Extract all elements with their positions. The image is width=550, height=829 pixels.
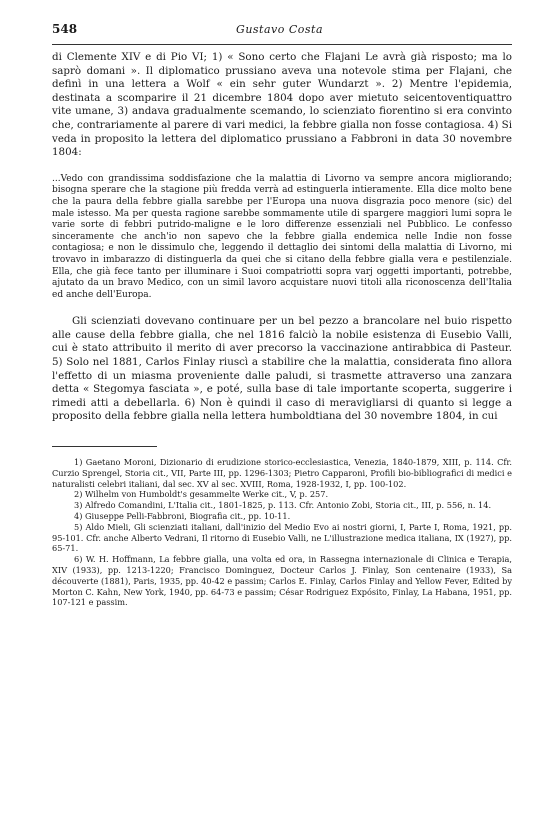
page-number: 548 — [52, 22, 78, 36]
footnote-3: 3) Alfredo Comandini, L'Italia cit., 1801-1825, p. 113. Cfr. Antonio Zobi, Storia cit., III, p. 556, n. 14. — [74, 500, 492, 511]
block-quote: ...Vedo con grandissima soddisfazione che la malattia di Livorno va sempre ancora migliorando; bisogna sperare che la stagione più fredda verrà ad estinguerla intieramente. Ella dice molto bene che la paura della febbre gialla sarebbe per l'Europa una nuova disgrazia poco menore (sic) del male istesso. Ma per questa ragione sarebbe sommamente utile di spargere maggiori lumi sopra le varie sorte di febbri putrido-maligne e le loro differenze essenziali nel Pubblico. Le confesso sinceramente che anch'io non sapevo che la febbre gialla endemica nelle Indie non fosse contagiosa; e non le dissimulo che, leggendo il dettaglio dei sintomi della malattia di Livorno, mi trovavo in imbarazzo di distinguerla da quei che si citano della febbre gialla vera e pestilenziale. Ella, che già fece tanto per illuminare i Suoi compatriotti sopra varj oggetti importanti, potrebbe, ajutato da un bravo Medico, con un simil lavoro acquistare nuovi titoli alla riconoscenza dell'Italia ed anche dell'Europa. — [52, 173, 512, 300]
body-paragraph-1: di Clemente XIV e di Pio VI; 1) « Sono certo che Flajani Le avrà già risposto; ma lo saprò domani ». Il diplomatico prussiano aveva una notevole stima per Flajani, che definì in una lettera a Wolf « ein sehr guter Wundarzt ». 2) Mentre l'epidemia, destinata a scomparire il 21 dicembre 1804 dopo aver mietuto seicentoventiquattro vite umane, 3) andava gradualmente scemando, lo scienziato fiorentino si era convinto che, contrariamente al parere di vari medici, la febbre gialla non fosse contagiosa. 4) Si veda in proposito la lettera del diplomatico prussiano a Fabbroni in data 30 novembre 1804: — [52, 51, 512, 159]
footnote-1: 1) Gaetano Moroni, Dizionario di erudizione storico-ecclesiastica, Venezia, 1840-1879, XIII, p. 114. Cfr. Curzio Sprengel, Storia cit., VII, Parte III, pp. 1296-1303; Pietro Capparoni, Profili bio-bibliografici di medici e naturalisti celebri italiani, dal sec. XV al sec. XVIII, Roma, 1928-1932, I, pp. 100-102. — [52, 457, 512, 489]
body-paragraph-2: Gli scienziati dovevano continuare per un bel pezzo a brancolare nel buio rispetto alle cause della febbre gialla, che nel 1816 falciò la nobile esistenza di Eusebio Valli, cui è stato attribuito il merito di aver precorso la vaccinazione antirabbica di Pasteur. 5) Solo nel 1881, Carlos Finlay riuscì a stabilire che la malattia, considerata fino allora l'effetto di un miasma proveniente dalle paludi, si trasmette attraverso una zanzara detta « Stegomya fasciata », e poté, sulla base di tale importante scoperta, suggerire i rimedi atti a debellarla. 6) Non è quindi il caso di meravigliarsi di quanto si legge a proposito della febbre gialla nella lettera humboldtiana del 30 novembre 1804, in cui — [52, 315, 512, 423]
header-rule — [52, 44, 512, 45]
footnote-5: 5) Aldo Mieli, Gli scienziati italiani, dall'inizio del Medio Evo ai nostri giorni, I, Parte I, Roma, 1921, pp. 95-101. Cfr. anche Alberto Vedrani, Il ritorno di Eusebio Valli, ne L'illustrazione medica italiana, IX (1927), pp. 65-71. — [52, 521, 512, 554]
page-header — [52, 22, 512, 42]
footnote-4: 4) Giuseppe Pelli-Fabbroni, Biografia cit., pp. 10-11. — [74, 511, 291, 522]
footnote-6: 6) W. H. Hoffmann, La febbre gialla, una volta ed ora, in Rassegna internazionale di Clinica e Terapia, XIV (1933), pp. 1213-1220; Francisco Dominguez, Docteur Carlos J. Finlay, Son centenaire (1933), Sa découverte (1881), Paris, 1935, pp. 40-42 e passim; Carlos E. Finlay, Carlos Finlay and Yellow Fever, Edited by Morton C. Kahn, New York, 1940, pp. 64-73 e passim; César Rodriguez Expósito, Finlay, La Habana, 1951, pp. 107-121 e passim. — [52, 554, 512, 608]
footnotes — [52, 457, 512, 608]
page — [52, 22, 512, 608]
running-title: Gustavo Costa — [236, 23, 324, 36]
footnote-rule — [52, 446, 157, 447]
footnote-2: 2) Wilhelm von Humboldt's gesammelte Werke cit., V, p. 257. — [74, 489, 329, 500]
